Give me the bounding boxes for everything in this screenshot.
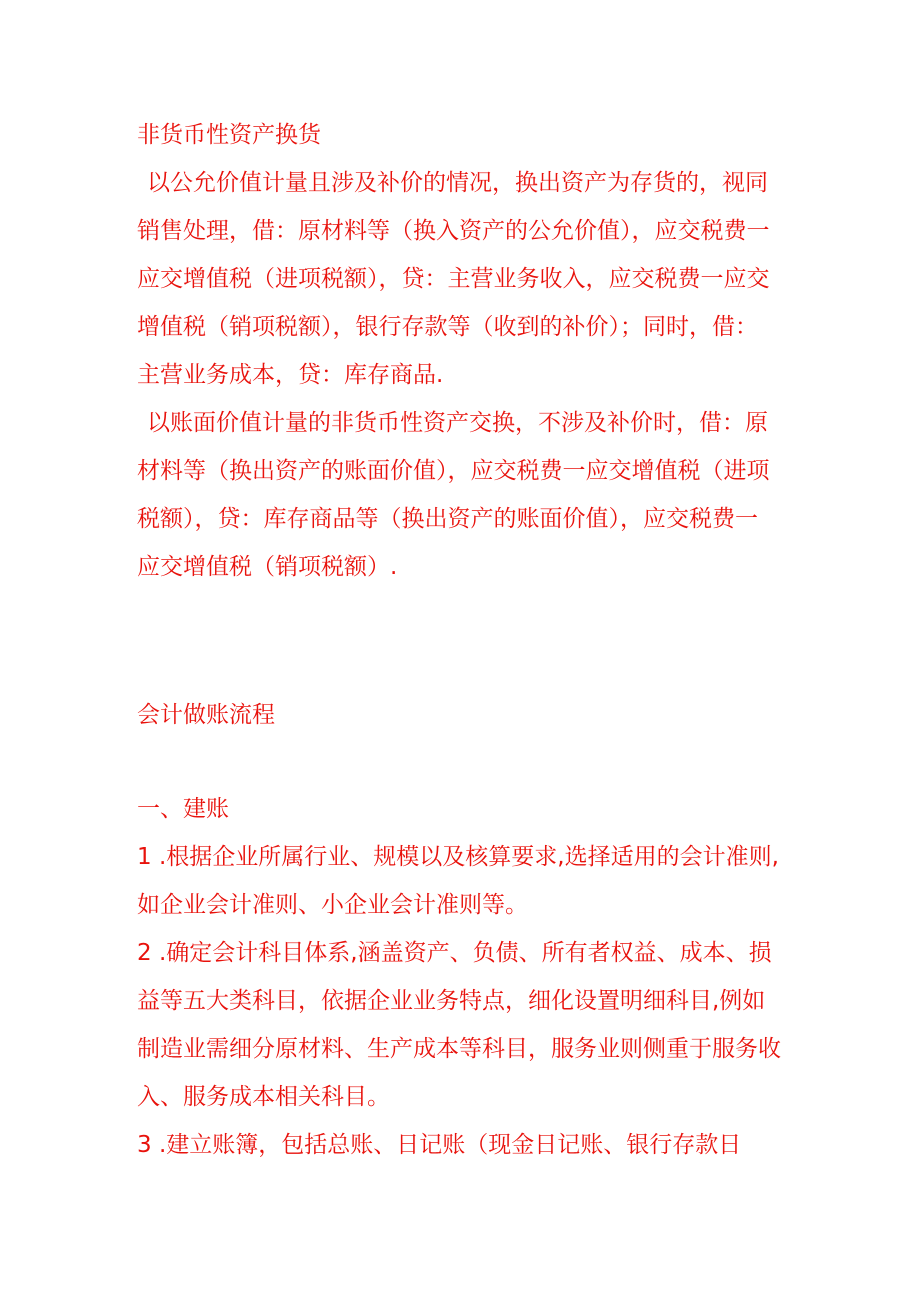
list-item-line: 制造业需细分原材料、生产成本等科目，服务业则侧重于服务收	[137, 1036, 781, 1062]
paragraph-line: 应交增值税（进项税额），贷：主营业务收入，应交税费一应交	[137, 266, 770, 292]
step-heading: 一、建账	[137, 796, 229, 822]
paragraph-line: 税额），贷：库存商品等（换出资产的账面价值），应交税费一	[137, 506, 758, 532]
list-item-line: 益等五大类科目，依据企业业务特点，细化设置明细科目,例如	[137, 988, 766, 1014]
list-item-line: 如企业会计准则、小企业会计准则等。	[137, 892, 528, 918]
paragraph-line: 以公允价值计量且涉及补价的情况，换出资产为存货的，视同	[147, 170, 768, 196]
accounting-steps	[137, 785, 797, 1169]
paragraph-line: 增值税（销项税额），银行存款等（收到的补价）；同时，借：	[137, 314, 758, 340]
paragraph-line: 材料等（换出资产的账面价值），应交税费一应交增值税（进项	[137, 458, 770, 484]
section-title: 会计做账流程	[137, 702, 275, 728]
list-item-line: 2 .确定会计科目体系,涵盖资产、负债、所有者权益、成本、损	[137, 940, 772, 966]
paragraph-line: 应交增值税（销项税额）.	[137, 554, 398, 580]
list-item-line: 1 .根据企业所属行业、规模以及核算要求,选择适用的会计准则,	[137, 844, 779, 870]
section-title: 非货币性资产换货	[137, 122, 321, 148]
paragraph-line: 以账面价值计量的非货币性资产交换，不涉及补价时，借：原	[147, 410, 768, 436]
list-item-line: 入、服务成本相关科目。	[137, 1084, 390, 1110]
paragraph-line: 主营业务成本，贷：库存商品.	[137, 362, 444, 388]
paragraph-line: 销售处理，借：原材料等（换入资产的公允价值），应交税费一	[137, 218, 770, 244]
section-accounting-process	[137, 691, 797, 739]
section-nonmonetary-exchange	[137, 111, 797, 591]
list-item-line: 3 .建立账簿，包括总账、日记账（现金日记账、银行存款日	[137, 1132, 742, 1158]
